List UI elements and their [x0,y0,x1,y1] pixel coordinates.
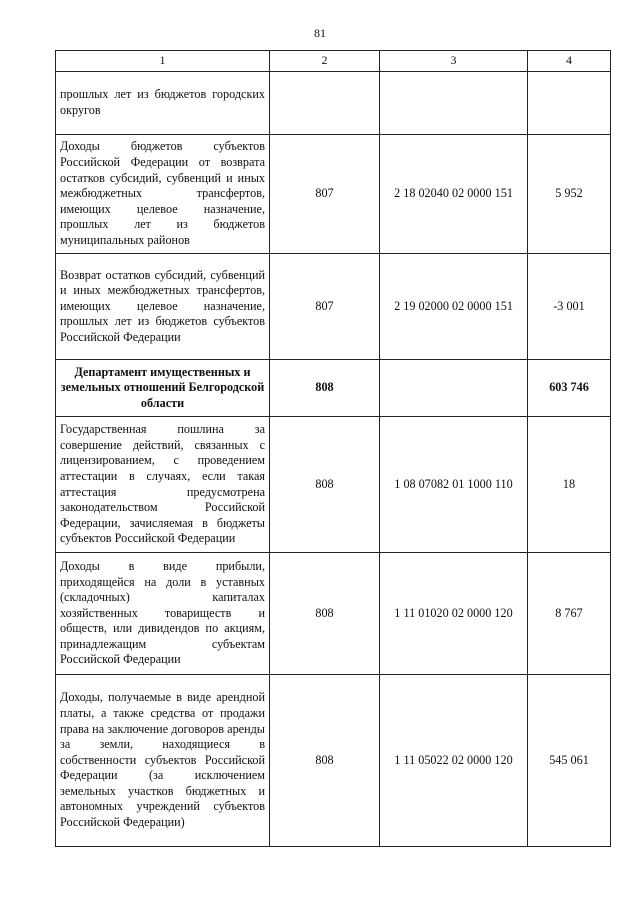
row-amount [528,72,611,135]
row-description: Департамент имущественных и земельных отношений Белгородской области [56,360,270,417]
table-row [56,417,611,553]
row-kbk [380,72,528,135]
row-description: прошлых лет из бюджетов городских округов [56,72,270,135]
column-header-2: 2 [270,51,380,72]
row-amount: 5 952 [528,135,611,254]
row-amount: 8 767 [528,553,611,675]
row-description: Доходы в виде прибыли, приходящейся на доли в уставных (складочных) капиталах хозяйственных товариществ и обществ, или дивидендов по акциям, принадлежащим субъектам Российской Федерации [56,553,270,675]
row-admin-code [270,72,380,135]
row-kbk: 2 19 02000 02 0000 151 [380,254,528,360]
row-amount: 603 746 [528,360,611,417]
row-admin-code: 807 [270,254,380,360]
row-admin-code: 808 [270,360,380,417]
row-description: Доходы, получаемые в виде арендной платы, а также средства от продажи права на заключение договоров аренды за земли, находящиеся в собственности субъектов Российской Федерации (за исключением земельных участков бюджетных и автономных учреждений субъектов Российской Федерации) [56,675,270,847]
row-admin-code: 808 [270,553,380,675]
row-admin-code: 807 [270,135,380,254]
column-header-1: 1 [56,51,270,72]
row-description: Доходы бюджетов субъектов Российской Федерации от возврата остатков субсидий, субвенций и иных межбюджетных трансфертов, имеющих целевое назначение, прошлых лет из бюджетов муниципальных районов [56,135,270,254]
table-header-row [56,51,611,72]
row-admin-code: 808 [270,417,380,553]
table-row [56,254,611,360]
row-kbk: 1 11 01020 02 0000 120 [380,553,528,675]
row-amount: 18 [528,417,611,553]
column-header-4: 4 [528,51,611,72]
budget-revenue-table [55,50,611,847]
row-kbk [380,360,528,417]
table-row [56,135,611,254]
column-header-3: 3 [380,51,528,72]
table-row-section-heading [56,360,611,417]
table-row [56,72,611,135]
row-admin-code: 808 [270,675,380,847]
table-row [56,553,611,675]
page-number: 81 [314,26,326,40]
row-kbk: 1 08 07082 01 1000 110 [380,417,528,553]
row-kbk: 2 18 02040 02 0000 151 [380,135,528,254]
row-amount: -3 001 [528,254,611,360]
row-description: Государственная пошлина за совершение действий, связанных с лицензированием, с проведением аттестации в случаях, если такая аттестация предусмотрена законодательством Российской Федерации, зачисляемая в бюджеты субъектов Российской Федерации [56,417,270,553]
table-row [56,675,611,847]
row-kbk: 1 11 05022 02 0000 120 [380,675,528,847]
row-amount: 545 061 [528,675,611,847]
row-description: Возврат остатков субсидий, субвенций и иных межбюджетных трансфертов, имеющих целевое назначение, прошлых лет из бюджетов субъектов Российской Федерации [56,254,270,360]
